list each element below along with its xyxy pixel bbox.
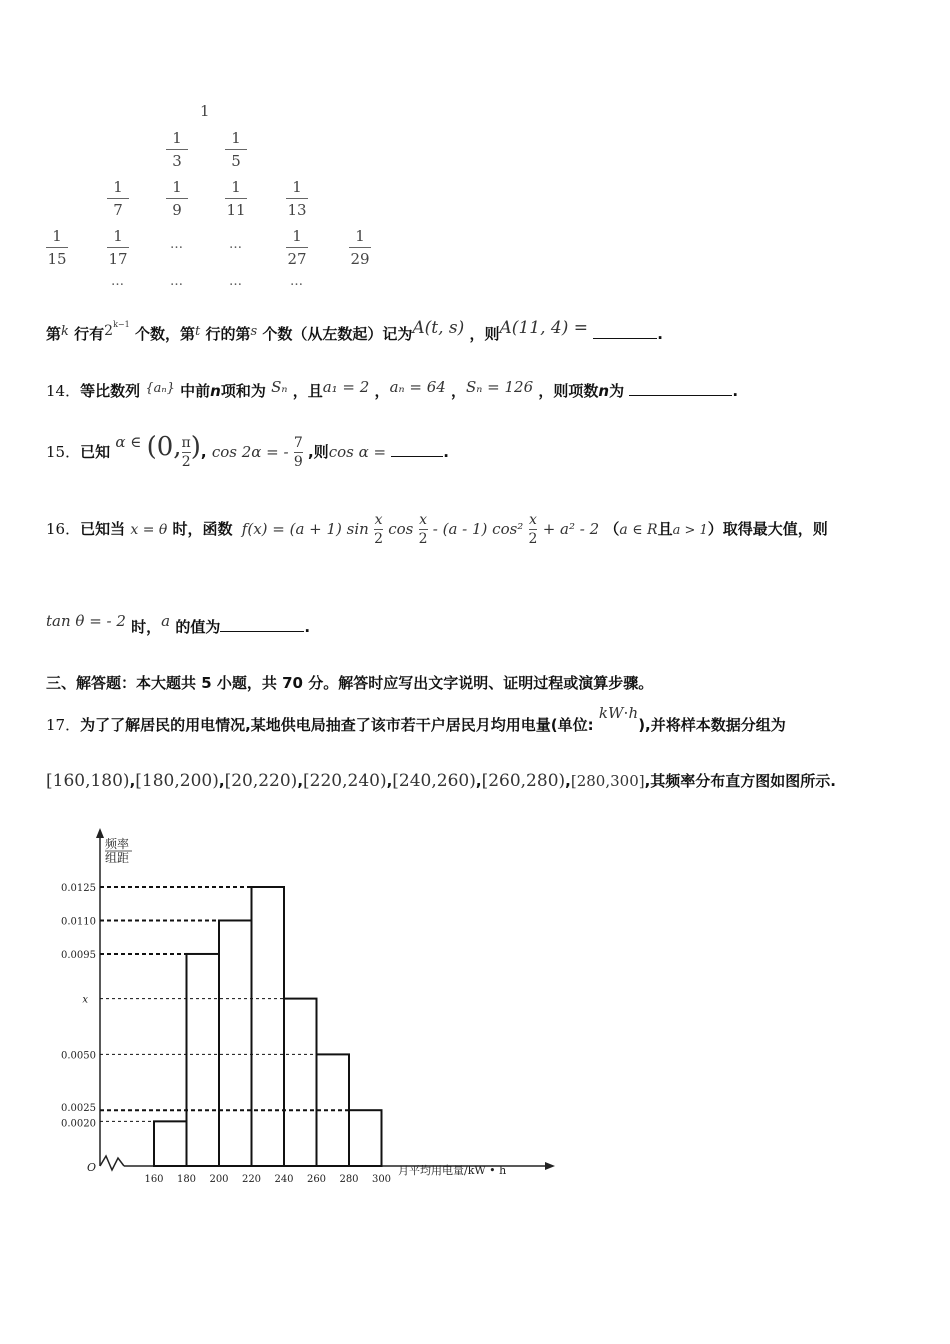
interval: [20,220) — [224, 771, 298, 791]
question-16-text-cont: tan θ = - 2 时，a 的值为 . — [46, 612, 311, 636]
question-15-text: 15．已知 α ∈ $(0,\frac{\pi}{2})$, cos 2α = - $\frac{7}{9}$ ,则cos α = . — [46, 432, 449, 470]
triangle-fraction: 1 13 — [287, 178, 307, 219]
triangle-ellipsis: … — [170, 274, 183, 289]
section-3-header: 三、解答题：本大题共 5 小题，共 70 分。解答时应写出文字说明、证明过程或演算步骤。 — [46, 674, 654, 692]
interval: [280,300] — [570, 772, 645, 790]
histogram-bar — [284, 999, 317, 1166]
y-tick-label: 0.0050 — [61, 1050, 96, 1062]
histogram-bar — [219, 920, 252, 1166]
triangle-fraction: 1 11 — [226, 178, 246, 219]
x-tick-label: 180 — [176, 1174, 197, 1185]
y-tick-label: 0.0025 — [61, 1103, 96, 1115]
y-tick-label: 0.0020 — [61, 1118, 96, 1130]
triangle-fraction: 1 27 — [287, 227, 307, 268]
y-tick-label: 0.0125 — [61, 883, 96, 894]
question-13-text: 第k 行有$2^{k-1}$ 个数，第t 行的第s 个数（从左数起）记为A(t, s) ，则A(11, 4) = . — [46, 318, 663, 343]
histogram-bar — [252, 887, 285, 1166]
y-axis-label-bottom: 组距 — [105, 851, 130, 865]
x-tick-label: 300 — [371, 1174, 392, 1185]
histogram-bar — [154, 1121, 187, 1166]
triangle-ellipsis: … — [229, 274, 242, 289]
y-axis-arrow — [96, 828, 104, 838]
interval: [220,240) — [303, 771, 387, 791]
triangle-fraction: 1 29 — [350, 227, 370, 268]
triangle-ellipsis: … — [229, 237, 242, 252]
answer-blank[interactable] — [220, 631, 304, 632]
question-17-text: 17．为了了解居民的用电情况,某地供电局抽查了该市若干户居民月均用电量(单位: kW⋅h),并将样本数据分组为 — [46, 704, 786, 734]
histogram-bar — [187, 954, 220, 1166]
y-tick-label: x — [82, 994, 88, 1006]
triangle-fraction: 1 5 — [221, 129, 251, 170]
origin-label: O — [87, 1161, 97, 1174]
triangle-ellipsis: … — [170, 237, 183, 252]
y-tick-label: 0.0110 — [61, 916, 96, 928]
x-axis-break — [100, 1156, 124, 1170]
question-14-text: 14．等比数列 {aₙ} 中前n项和为 Sₙ ，且a₁ = 2 ，aₙ = 64 ，Sₙ = 126 ，则项数n为 . — [46, 378, 739, 400]
triangle-row1-value: 1 — [200, 102, 210, 120]
x-tick-label: 220 — [241, 1174, 262, 1185]
y-axis-label-top: 频率 — [105, 837, 130, 851]
triangle-fraction: 1 15 — [47, 227, 67, 268]
answer-blank[interactable] — [391, 456, 443, 457]
interval: [180,200) — [135, 771, 219, 791]
x-tick-label: 260 — [306, 1174, 327, 1185]
x-axis-label: 月平均用电量/kW • h — [398, 1164, 507, 1177]
interval: [260,280) — [481, 771, 566, 791]
frequency-histogram — [40, 820, 560, 1190]
triangle-fraction: 1 3 — [162, 129, 192, 170]
x-tick-label: 200 — [209, 1174, 229, 1185]
answer-blank[interactable] — [629, 395, 732, 396]
interval: [240,260) — [392, 771, 476, 791]
triangle-ellipsis: … — [111, 274, 124, 289]
triangle-fraction: 1 17 — [108, 227, 128, 268]
question-16-text: 16．已知当 x = θ 时，函数 f(x) = (a + 1) $\sin \frac{x}{2}$ $\cos \frac{x}{2} - (a - 1)$ $\cos^2 \frac{x}{2} + a^2 - 2$ （a ∈ R且a > 1）取得最大值，则 — [46, 512, 828, 547]
triangle-fraction: 1 7 — [103, 178, 133, 219]
triangle-ellipsis: … — [290, 274, 303, 289]
triangle-fraction: 1 9 — [162, 178, 192, 219]
y-tick-label: 0.0095 — [61, 949, 96, 961]
x-tick-label: 240 — [274, 1174, 294, 1185]
histogram-bar — [349, 1110, 382, 1166]
x-axis-arrow — [545, 1162, 555, 1170]
interval: [160,180) — [46, 771, 130, 791]
answer-blank[interactable] — [593, 338, 657, 339]
x-tick-label: 280 — [339, 1174, 359, 1185]
x-tick-label: 160 — [144, 1174, 164, 1185]
question-17-intervals: [160,180),[180,200),[20,220),[220,240),[240,260),[260,280),[280,300],其频率分布直方图如图所示. — [46, 771, 836, 791]
